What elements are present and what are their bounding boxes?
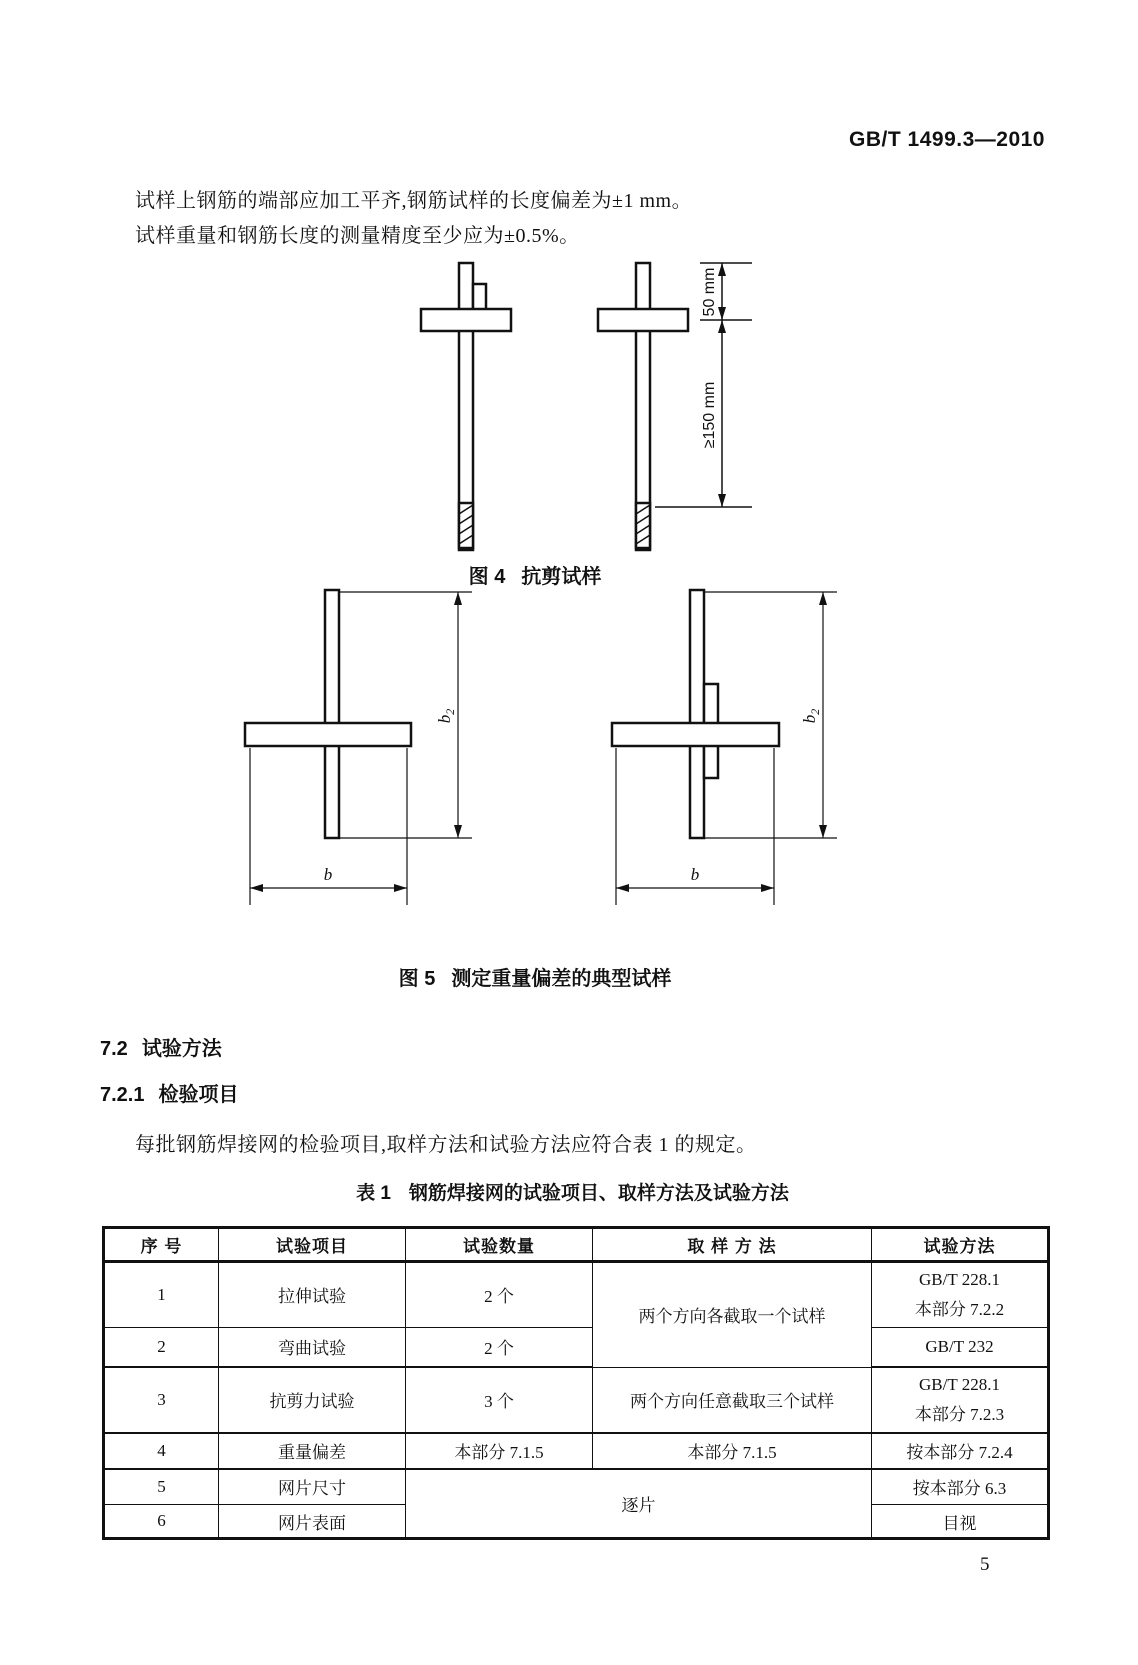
- cell-item: 网片尺寸: [219, 1469, 406, 1505]
- section-7-2-1-heading: [100, 1078, 238, 1107]
- cell-sampling-rows1-2: 两个方向各截取一个试样: [593, 1262, 872, 1368]
- figure5-drawing: [230, 582, 850, 910]
- col-header-method: 试验方法: [872, 1228, 1049, 1262]
- section-7-2-1-title: 检验项目: [158, 1084, 239, 1106]
- fig5-right-dim-label-b2: $b_2$: [800, 708, 822, 724]
- table-row: [104, 1367, 1049, 1433]
- cell-seq: 6: [104, 1505, 219, 1539]
- cell-method: GB/T 228.1 本部分 7.2.3: [872, 1367, 1049, 1433]
- cell-sampling: 两个方向任意截取三个试样: [593, 1367, 872, 1433]
- figure5-caption-text: 测定重量偏差的典型试样: [451, 968, 672, 990]
- cell-method: 按本部分 7.2.4: [872, 1433, 1049, 1469]
- figure4-caption-label: 图 4: [468, 566, 506, 588]
- figure5-caption: [100, 962, 970, 991]
- cell-qty: 2 个: [406, 1327, 593, 1367]
- cell-seq: 3: [104, 1367, 219, 1433]
- cell-item: 网片表面: [219, 1505, 406, 1539]
- fig4-dim-label-150mm: ≥150 mm: [701, 381, 718, 449]
- cell-seq: 4: [104, 1433, 219, 1469]
- fig5-specimen-left: [245, 590, 472, 905]
- fig5-right-dim-label-b: b: [690, 865, 700, 884]
- table1-title: [100, 1178, 1045, 1205]
- cell-seq: 2: [104, 1327, 219, 1367]
- figure4-caption-text: 抗剪试样: [521, 566, 602, 588]
- fig4-right-transverse-bar: [598, 309, 688, 331]
- table1-title-label: 表 1: [356, 1183, 391, 1204]
- table-row: [104, 1262, 1049, 1328]
- fig4-left-transverse-bar: [421, 309, 511, 331]
- table-row: [104, 1433, 1049, 1469]
- cell-sampling-rows5-6: 逐片: [406, 1469, 872, 1539]
- figure5-caption-label: 图 5: [398, 968, 436, 990]
- table1: [102, 1226, 1050, 1540]
- table1-header-row: [104, 1228, 1049, 1262]
- cell-item: 拉伸试验: [219, 1262, 406, 1328]
- fig5-right-dim-lines: [616, 592, 837, 905]
- section-7-2-title: 试验方法: [141, 1038, 222, 1060]
- fig5-left-longitudinal-bar: [325, 590, 339, 838]
- fig5-right-transverse-bar: [612, 723, 779, 746]
- intro-paragraph-line1: 试样上钢筋的端部应加工平齐,钢筋试样的长度偏差为±1 mm。: [135, 190, 693, 212]
- fig5-right-longitudinal-bar: [690, 590, 704, 838]
- fig4-specimen-left: [421, 263, 511, 550]
- fig5-left-dim-label-b2: $b_2$: [435, 708, 457, 724]
- section-7-2-number: 7.2: [100, 1038, 128, 1060]
- fig4-left-cut-stub-bar: [473, 284, 486, 311]
- section-7-2-heading: [100, 1032, 222, 1061]
- fig4-dim-label-50mm: 50 mm: [701, 267, 718, 317]
- section-7-2-1-number: 7.2.1: [100, 1084, 145, 1106]
- fig4-left-hatch-area: [459, 503, 473, 548]
- cell-item: 抗剪力试验: [219, 1367, 406, 1433]
- cell-seq: 5: [104, 1469, 219, 1505]
- table-row: [104, 1469, 1049, 1505]
- fig5-specimen-right: [612, 590, 837, 905]
- figure4-drawing: [380, 248, 770, 560]
- cell-qty: 3 个: [406, 1367, 593, 1433]
- cell-qty: 本部分 7.1.5: [406, 1433, 593, 1469]
- cell-seq: 1: [104, 1262, 219, 1328]
- col-header-item: 试验项目: [219, 1228, 406, 1262]
- table-row: [104, 1327, 1049, 1367]
- standard-number-header: GB/T 1499.3—2010: [849, 128, 1045, 151]
- intro-paragraph-line2: 试样重量和钢筋长度的测量精度至少应为±0.5%。: [135, 225, 580, 247]
- cell-qty: 2 个: [406, 1262, 593, 1328]
- section-7-2-1-paragraph: 每批钢筋焊接网的检验项目,取样方法和试验方法应符合表 1 的规定。: [135, 1134, 757, 1156]
- fig5-left-dim-lines: [250, 592, 472, 905]
- fig4-right-hatch-area: [636, 503, 650, 548]
- col-header-seq: 序 号: [104, 1228, 219, 1262]
- col-header-sampling: 取 样 方 法: [593, 1228, 872, 1262]
- page-number: 5: [980, 1554, 990, 1575]
- cell-item: 弯曲试验: [219, 1327, 406, 1367]
- table1-title-text: 钢筋焊接网的试验项目、取样方法及试验方法: [408, 1183, 789, 1204]
- col-header-qty: 试验数量: [406, 1228, 593, 1262]
- cell-sampling: 本部分 7.1.5: [593, 1433, 872, 1469]
- fig5-left-transverse-bar: [245, 723, 411, 746]
- cell-method: 按本部分 6.3: [872, 1469, 1049, 1505]
- cell-method: GB/T 228.1 本部分 7.2.2: [872, 1262, 1049, 1328]
- fig5-left-dim-label-b: b: [323, 865, 333, 884]
- cell-item: 重量偏差: [219, 1433, 406, 1469]
- cell-method: GB/T 232: [872, 1327, 1049, 1367]
- cell-method: 目视: [872, 1505, 1049, 1539]
